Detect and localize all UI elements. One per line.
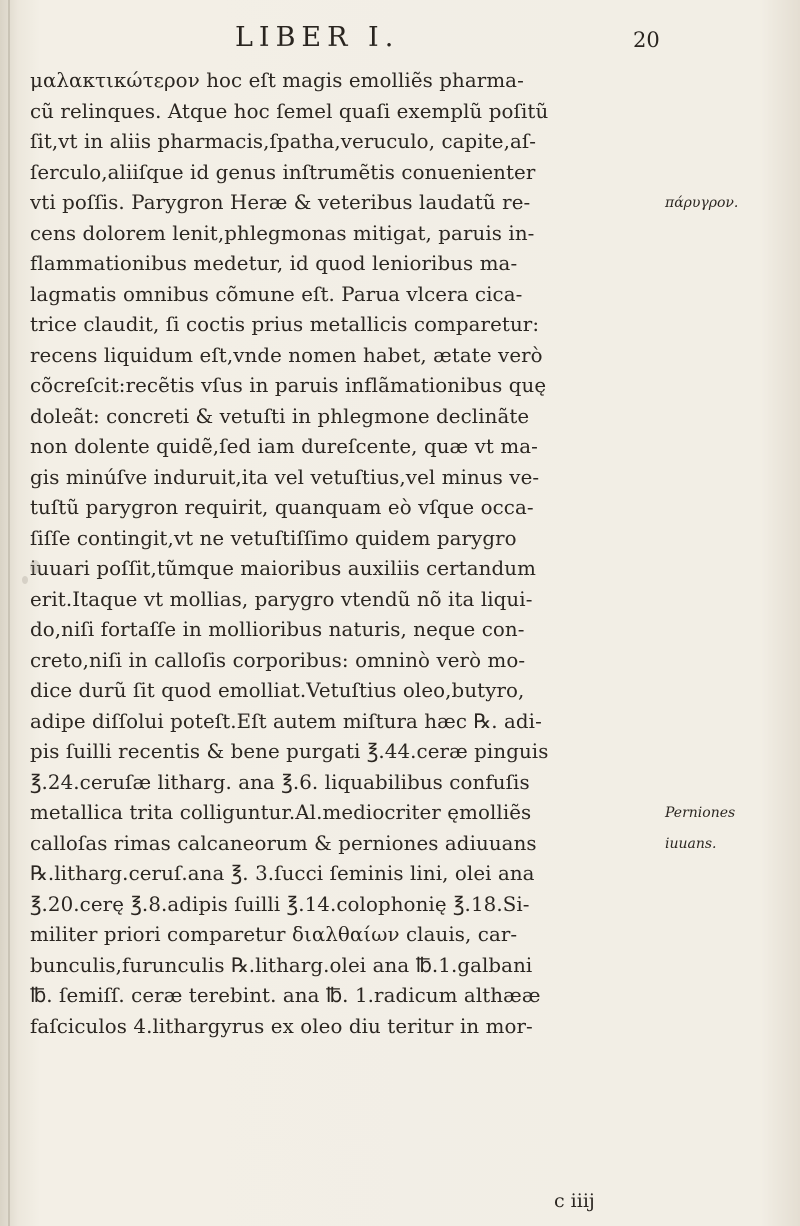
text-line: vti poſſis. Parygron Heræ & veteribus laudatũ re- <box>30 191 531 214</box>
text-line: recens liquidum eſt,vnde nomen habet, ætate verò <box>30 343 543 367</box>
text-line: ſit,vt in aliis pharmacis,ſpatha,veruculo, capite,aſ- <box>30 130 537 153</box>
text-block <box>30 66 665 1042</box>
text-line: cens dolorem lenit,phlegmonas mitigat, paruis in- <box>30 221 535 245</box>
text-line: militer priori comparetur διαλθαίων clauis, car- <box>30 923 518 946</box>
text-line: ℞.litharg.ceruſ.ana ℥. 3.ſucci ſeminis lini, olei ana <box>30 862 535 885</box>
margin-note: πάρυγρον. <box>665 195 739 211</box>
text-line: gis minúſve induruit,ita vel vetuſtius,vel minus ve- <box>30 465 540 489</box>
text-line: ſiſſe contingit,vt ne vetuſtiſſimo quidem parygro <box>30 526 517 550</box>
text-line: calloſas rimas calcaneorum & perniones adiuuans <box>30 831 537 855</box>
text-line: faſciculos 4.lithargyrus ex oleo diu teritur in mor- <box>30 1014 533 1038</box>
text-line: ſerculo,aliiſque id genus inſtrumẽtis conuenienter <box>30 160 536 184</box>
text-line: ℥.20.cerę ℥.8.adipis ſuilli ℥.14.colophonię ℥.18.Si- <box>30 892 530 916</box>
page-header <box>0 22 800 62</box>
margin-note: Perniones <box>665 805 736 821</box>
folio-number: 20 <box>633 28 660 52</box>
text-line: do,niſi fortaſſe in mollioribus naturis, neque con- <box>30 618 525 641</box>
text-line: μαλακτικώτερον hoc eſt magis emolliẽs pharma- <box>30 69 524 92</box>
text-line: adipe diſſolui poteſt.Eſt autem miſtura hæc ℞. adi- <box>30 709 542 733</box>
text-line: dice durũ ſit quod emolliat.Vetuſtius oleo,butyro, <box>30 679 525 702</box>
text-line: cõcreſcit:recẽtis vſus in paruis inflãmationibus quę <box>30 374 547 397</box>
text-line: ℥.24.ceruſæ litharg. ana ℥.6. liquabilibus confuſis <box>30 770 530 794</box>
text-line: creto,niſi in calloſis corporibus: omninò verò mo- <box>30 648 526 672</box>
text-line: tuſtũ parygron requirit, quanquam eò vſque occa- <box>30 496 534 519</box>
margin-note: iuuans. <box>665 835 717 852</box>
ink-smudge <box>30 560 40 574</box>
ink-smudge <box>22 576 28 584</box>
running-head: LIBER I. <box>235 22 400 53</box>
text-line: metallica trita colliguntur.Al.mediocriter ęmolliẽs <box>30 801 532 824</box>
signature-mark: c iiij <box>554 1190 595 1212</box>
text-line: doleãt: concreti & vetuſti in phlegmone declinãte <box>30 404 530 428</box>
text-line: non dolente quidẽ,ſed iam dureſcente, quæ vt ma- <box>30 435 538 458</box>
gutter-shadow <box>8 0 10 1226</box>
text-line: flammationibus medetur, id quod lenioribus ma- <box>30 252 518 275</box>
text-line: erit.Itaque vt mollias, parygro vtendũ nõ ita liqui- <box>30 587 533 611</box>
text-line: trice claudit, ſi coctis prius metallicis comparetur: <box>30 313 540 336</box>
text-line: bunculis,furunculis ℞.litharg.olei ana ℔.1.galbani <box>30 953 533 977</box>
text-line: cũ relinques. Atque hoc ſemel quaſi exemplũ poſitũ <box>30 99 549 123</box>
text-line: lagmatis omnibus cõmune eſt. Parua vlcera cica- <box>30 282 523 306</box>
text-line: pis ſuilli recentis & bene purgati ℥.44.ceræ pinguis <box>30 740 549 763</box>
text-line: iuuari poſſit,tũmque maioribus auxiliis certandum <box>30 557 536 580</box>
text-line: ℔. ſemiſſ. ceræ terebint. ana ℔. 1.radicum althææ <box>30 984 541 1007</box>
